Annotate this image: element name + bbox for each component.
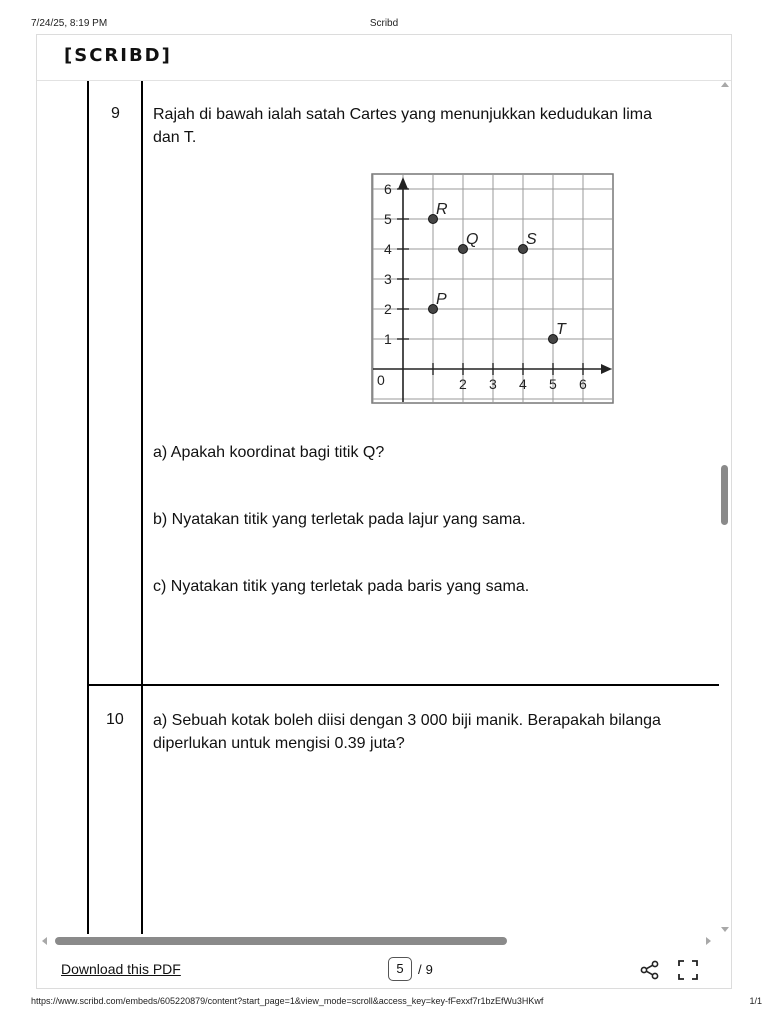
point-label-p: P bbox=[436, 291, 447, 308]
viewer-top-bar bbox=[37, 35, 731, 81]
document-viewport[interactable] bbox=[37, 81, 719, 934]
table-border-column bbox=[141, 81, 143, 934]
table-border-left bbox=[87, 81, 89, 934]
download-pdf-link[interactable]: Download this PDF bbox=[61, 961, 181, 977]
print-header bbox=[0, 0, 768, 34]
y-tick-label: 3 bbox=[384, 271, 392, 287]
point-label-r: R bbox=[436, 201, 448, 218]
question-9-part-c: c) Nyatakan titik yang terletak pada baris yang sama. bbox=[153, 578, 530, 595]
viewer-bottom-bar bbox=[37, 948, 731, 988]
y-tick-label: 1 bbox=[384, 331, 392, 347]
print-footer bbox=[0, 990, 768, 1024]
question-number-10: 10 bbox=[106, 711, 124, 728]
question-9-part-b: b) Nyatakan titik yang terletak pada lajur yang sama. bbox=[153, 511, 526, 528]
vertical-scrollbar[interactable] bbox=[719, 81, 731, 934]
horizontal-scroll-thumb[interactable] bbox=[55, 937, 507, 945]
print-title: Scribd bbox=[369, 18, 399, 29]
x-tick-label: 2 bbox=[459, 376, 467, 392]
y-tick-label: 4 bbox=[384, 241, 392, 257]
question-number-9: 9 bbox=[111, 105, 120, 122]
table-row-divider bbox=[87, 684, 719, 686]
print-date: 7/24/25, 8:19 PM bbox=[31, 18, 108, 29]
scroll-down-arrow-icon[interactable] bbox=[721, 927, 729, 932]
point-label-q: Q bbox=[466, 231, 479, 248]
scroll-up-arrow-icon[interactable] bbox=[721, 82, 729, 87]
question-9-part-a: a) Apakah koordinat bagi titik Q? bbox=[153, 444, 385, 461]
point-label-s: S bbox=[526, 231, 537, 248]
y-tick-label: 2 bbox=[384, 301, 392, 317]
print-page-number: 1/1 bbox=[749, 996, 762, 1006]
question-9-intro-line1: Rajah di bawah ialah satah Cartes yang menunjukkan kedudukan lima bbox=[153, 106, 652, 123]
question-10-line2: diperlukan untuk mengisi 0.39 juta? bbox=[153, 735, 405, 752]
y-tick-label: 5 bbox=[384, 211, 392, 227]
point-label-t: T bbox=[556, 321, 566, 338]
scribd-embed-viewer bbox=[36, 34, 732, 989]
x-tick-label: 4 bbox=[519, 376, 527, 392]
horizontal-scrollbar[interactable] bbox=[37, 934, 731, 948]
question-9-intro-line2: dan T. bbox=[153, 129, 197, 146]
origin-label: 0 bbox=[377, 372, 385, 388]
page-separator: / bbox=[418, 961, 422, 977]
fullscreen-icon[interactable] bbox=[677, 959, 699, 981]
scroll-left-arrow-icon[interactable] bbox=[42, 937, 47, 945]
x-tick-label: 5 bbox=[549, 376, 557, 392]
y-tick-label: 6 bbox=[384, 181, 392, 197]
page-indicator bbox=[388, 957, 433, 981]
print-url: https://www.scribd.com/embeds/605220879/content?start_page=1&view_mode=scroll&access_key=key-fFexxf7r1bzEfWu3HKwf bbox=[31, 996, 544, 1006]
share-icon[interactable] bbox=[639, 959, 661, 981]
question-10-line1: a) Sebuah kotak boleh diisi dengan 3 000 biji manik. Berapakah bilanga bbox=[153, 712, 661, 729]
scribd-logo[interactable]: [SCRIBD] bbox=[64, 45, 172, 66]
x-tick-label: 3 bbox=[489, 376, 497, 392]
vertical-scroll-thumb[interactable] bbox=[721, 465, 728, 525]
x-tick-label: 6 bbox=[579, 376, 587, 392]
scroll-right-arrow-icon[interactable] bbox=[706, 937, 711, 945]
cartesian-plane-chart bbox=[371, 173, 615, 405]
total-pages: 9 bbox=[425, 961, 433, 977]
current-page-input[interactable]: 5 bbox=[388, 957, 412, 981]
